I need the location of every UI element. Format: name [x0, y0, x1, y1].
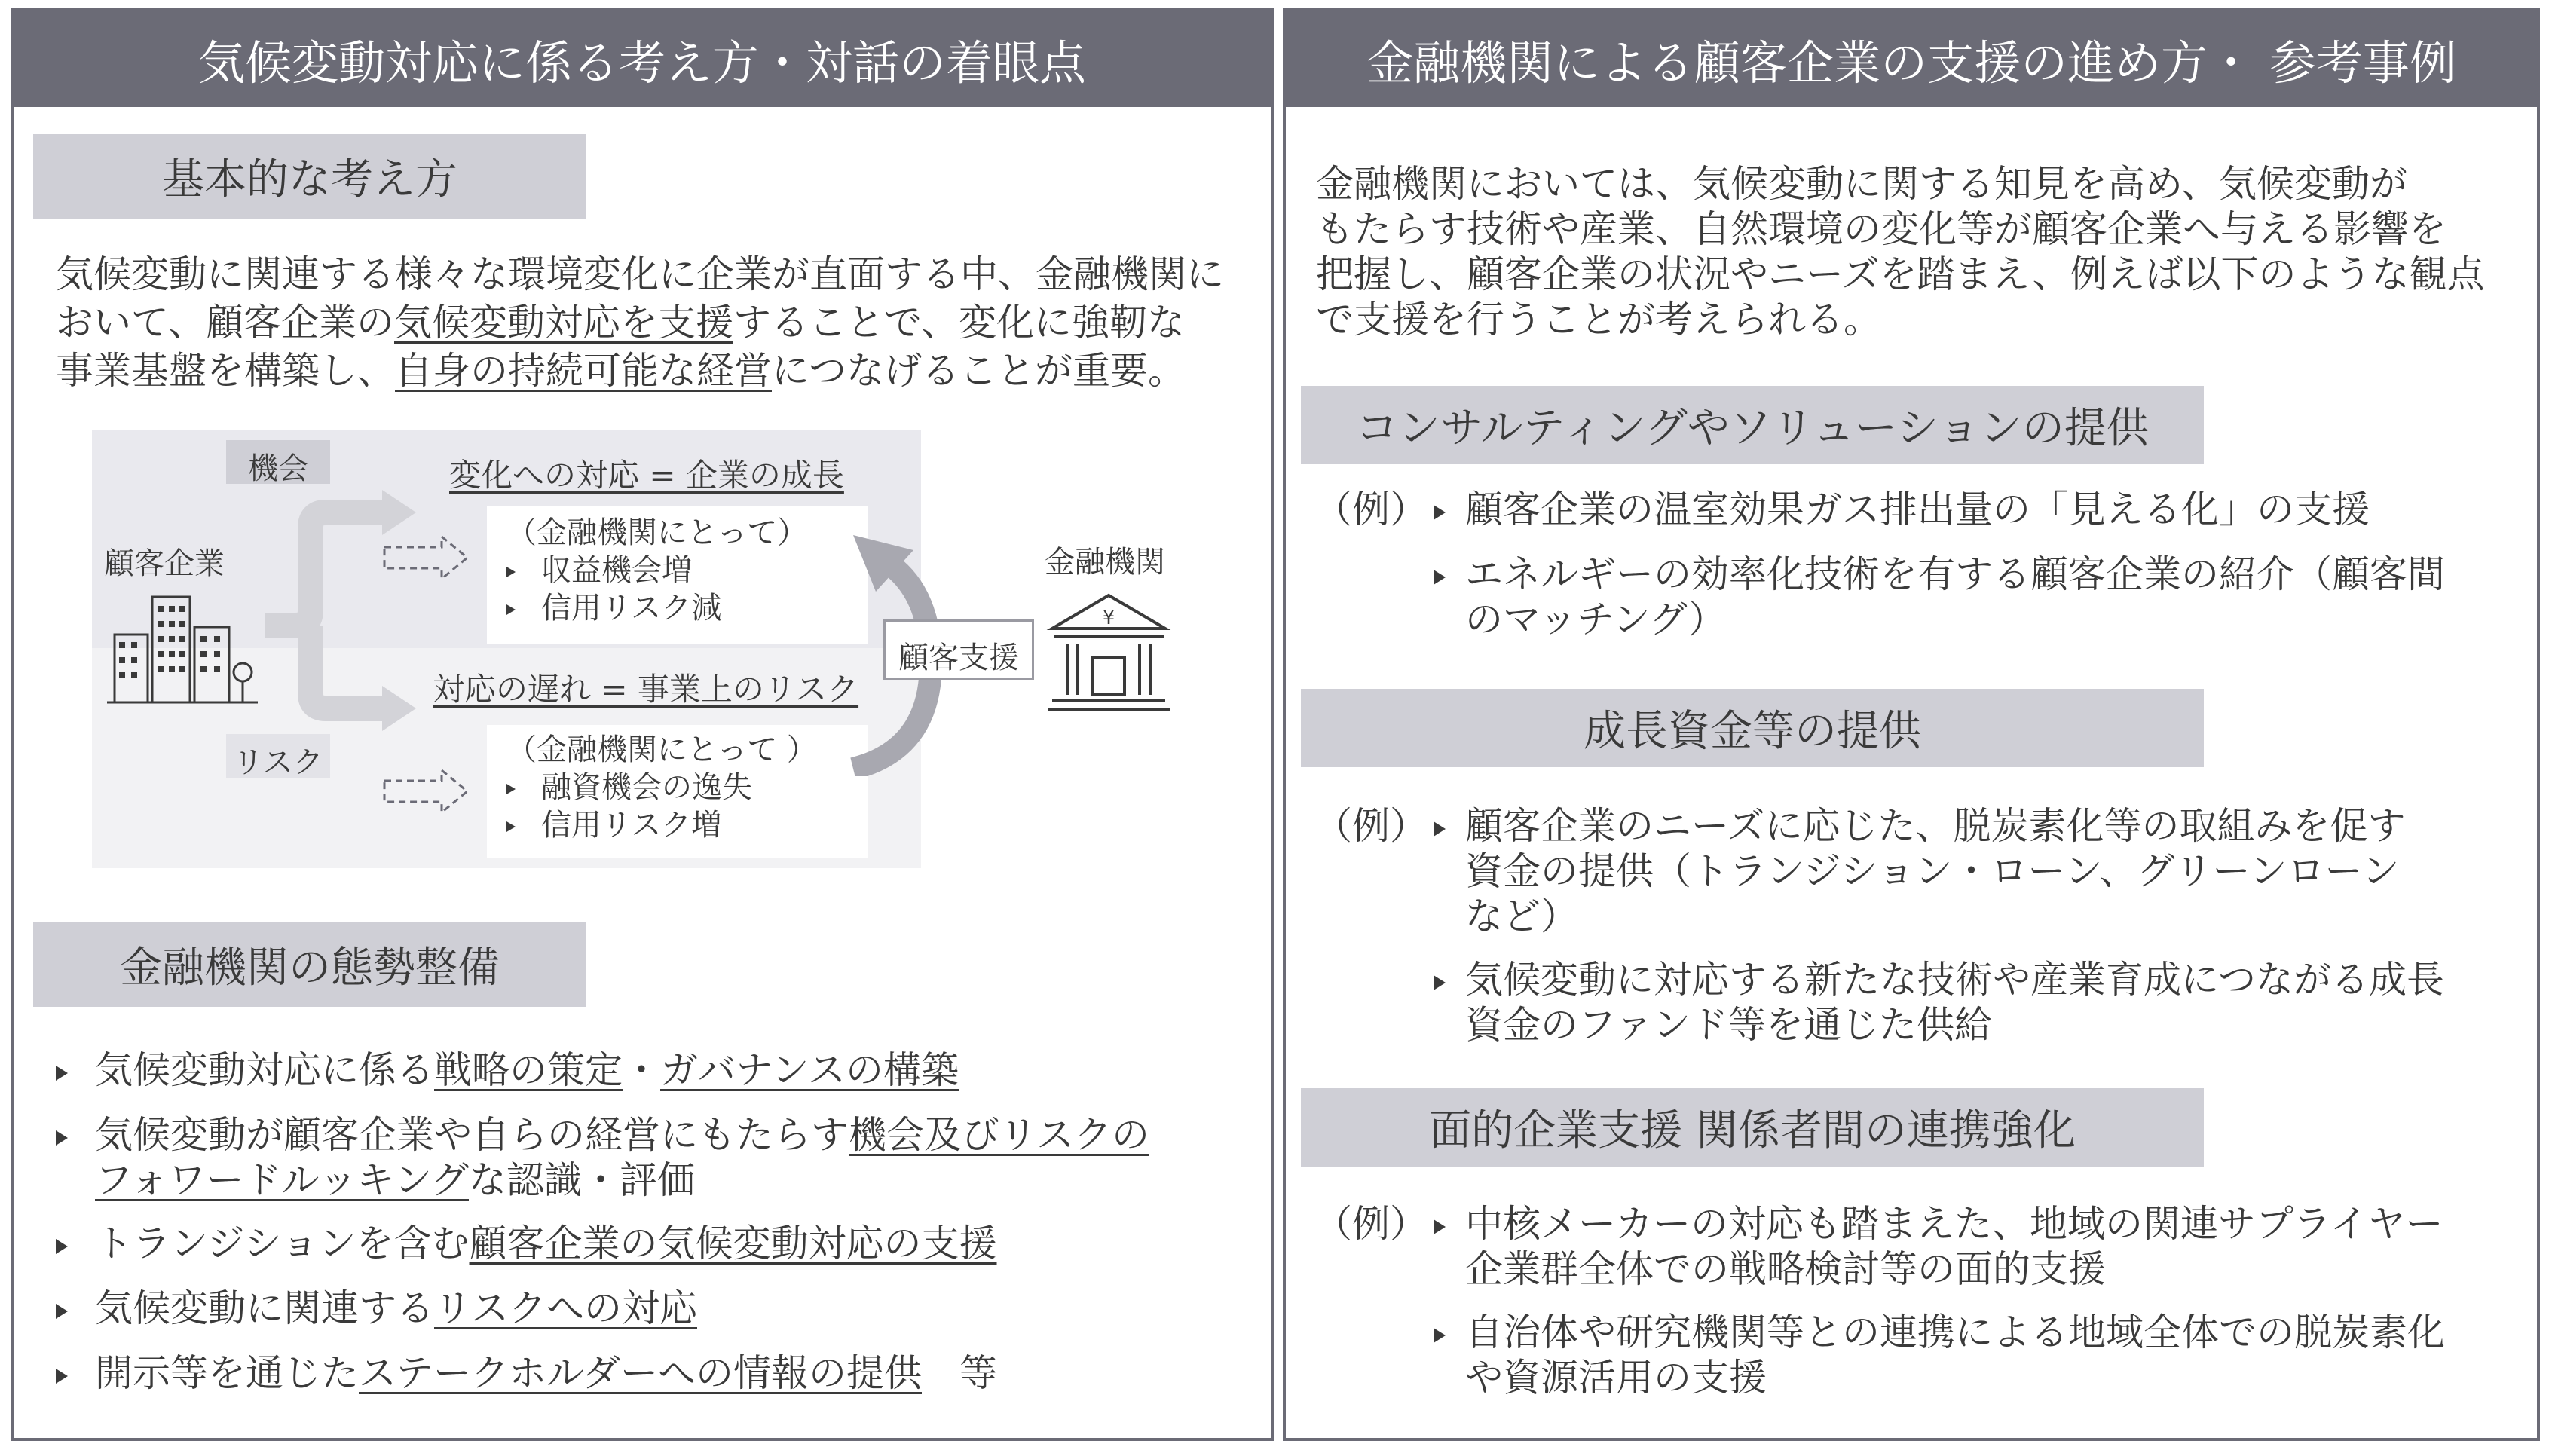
customer-label: 顧客企業	[104, 546, 225, 581]
list-item-cont: 資金のファンド等を通じた供給	[1465, 1003, 1992, 1047]
bank-building-icon	[1045, 589, 1173, 717]
right-panel	[1283, 8, 2540, 1441]
list-item: 中核メーカーの対応も踏まえた、地域の関連サプライヤー	[1434, 1201, 2443, 1246]
opportunity-tag: 機会	[226, 440, 330, 484]
basic-approach-text	[56, 250, 1224, 395]
left-panel-title: 気候変動対応に係る考え方・対話の着眼点	[14, 11, 1271, 107]
risk-effects-box: （金融機関にとって ） 融資機会の逸失 信用リスク増	[487, 725, 868, 858]
posture-item-5: 開示等を通じたステークホルダーへの情報の提供 等	[56, 1350, 997, 1396]
basic-line-3: 事業基盤を構築し、自身の持続可能な経営につなげることが重要。	[56, 349, 1186, 393]
posture-item-4: 気候変動に関連するリスクへの対応	[56, 1286, 697, 1331]
risk-tag: リスク	[226, 734, 330, 778]
example-label: （例）	[1314, 1202, 1428, 1246]
example-label: （例）	[1314, 804, 1428, 848]
list-item: 自治体や研究機関等との連携による地域全体での脱炭素化	[1434, 1310, 2445, 1355]
basic-line-1: 気候変動に関連する様々な環境変化に企業が直面する中、金融機関に	[56, 252, 1224, 296]
list-item: 信用リスク増	[506, 806, 721, 844]
list-item-cont: のマッチング）	[1465, 598, 1726, 641]
list-item-cont: 資金の提供（トランジション・ローン、グリーンローン	[1465, 849, 2400, 893]
basic-approach-heading: 基本的な考え方	[33, 134, 586, 219]
growth-capital-heading: 成長資金等の提供	[1301, 689, 2204, 767]
underlined-support: 気候変動対応を支援	[394, 301, 733, 344]
opportunity-risk-diagram	[92, 430, 1019, 868]
posture-heading: 金融機関の態勢整備	[33, 922, 586, 1007]
posture-item-1: 気候変動対応に係る戦略の策定・ガバナンスの構築	[56, 1048, 959, 1093]
list-item: 融資機会の逸失	[506, 769, 752, 806]
consulting-heading: コンサルティングやソリューションの提供	[1301, 386, 2204, 464]
regional-support-heading: 面的企業支援 関係者間の連携強化	[1301, 1088, 2204, 1167]
list-item: 信用リスク減	[506, 589, 721, 627]
list-item: 気候変動に対応する新たな技術や産業育成につながる成長	[1434, 957, 2444, 1002]
growth-title: 変化への対応 = 企業の成長	[449, 457, 844, 494]
posture-item-2-cont: フォワードルッキングな認識・評価	[95, 1158, 695, 1202]
list-item-cont: 企業群全体での戦略検討等の面的支援	[1465, 1247, 2106, 1291]
branch-arrows	[265, 475, 431, 761]
right-intro-text: 金融機関においては、気候変動に関する知見を高め、気候変動が もたらす技術や産業、自然環境の変化等が顧客企業へ与える影響を 把握し、顧客企業の状況やニーズを踏まえ、例えば以下のような観点 で支援を行うことが考えられる。	[1316, 162, 2485, 341]
basic-line-2: おいて、顧客企業の気候変動対応を支援することで、変化に強靭な	[56, 301, 1185, 344]
posture-item-3: トランジションを含む顧客企業の気候変動対応の支援	[56, 1221, 997, 1266]
left-panel	[11, 8, 1274, 1441]
right-panel-title: 金融機関による顧客企業の支援の進め方・ 参考事例	[1286, 11, 2537, 107]
underlined-sustainable: 自身の持続可能な経営	[395, 349, 772, 393]
office-building-icon	[107, 589, 265, 710]
risk-title: 対応の遅れ = 事業上のリスク	[433, 671, 859, 708]
list-item: エネルギーの効率化技術を有する顧客企業の紹介（顧客間	[1434, 552, 2445, 597]
svg-text:¥: ¥	[1102, 607, 1115, 629]
list-item-cont: など）	[1465, 895, 1578, 938]
dashed-arrow-icon	[381, 767, 472, 815]
customer-support-box: 顧客支援	[883, 619, 1034, 680]
example-label: （例）	[1314, 488, 1428, 531]
opportunity-effects-box: （金融機関にとって） 収益機会増 信用リスク減	[487, 506, 868, 644]
list-item: 顧客企業の温室効果ガス排出量の「見える化」の支援	[1434, 487, 2370, 532]
list-item-cont: や資源活用の支援	[1465, 1356, 1767, 1399]
bank-label: 金融機関	[1045, 545, 1165, 580]
list-item: 顧客企業のニーズに応じた、脱炭素化等の取組みを促す	[1434, 803, 2406, 849]
dashed-arrow-icon	[381, 534, 472, 582]
list-item: 収益機会増	[506, 552, 692, 589]
posture-item-2: 気候変動が顧客企業や自らの経営にもたらす機会及びリスクの	[56, 1112, 1149, 1158]
